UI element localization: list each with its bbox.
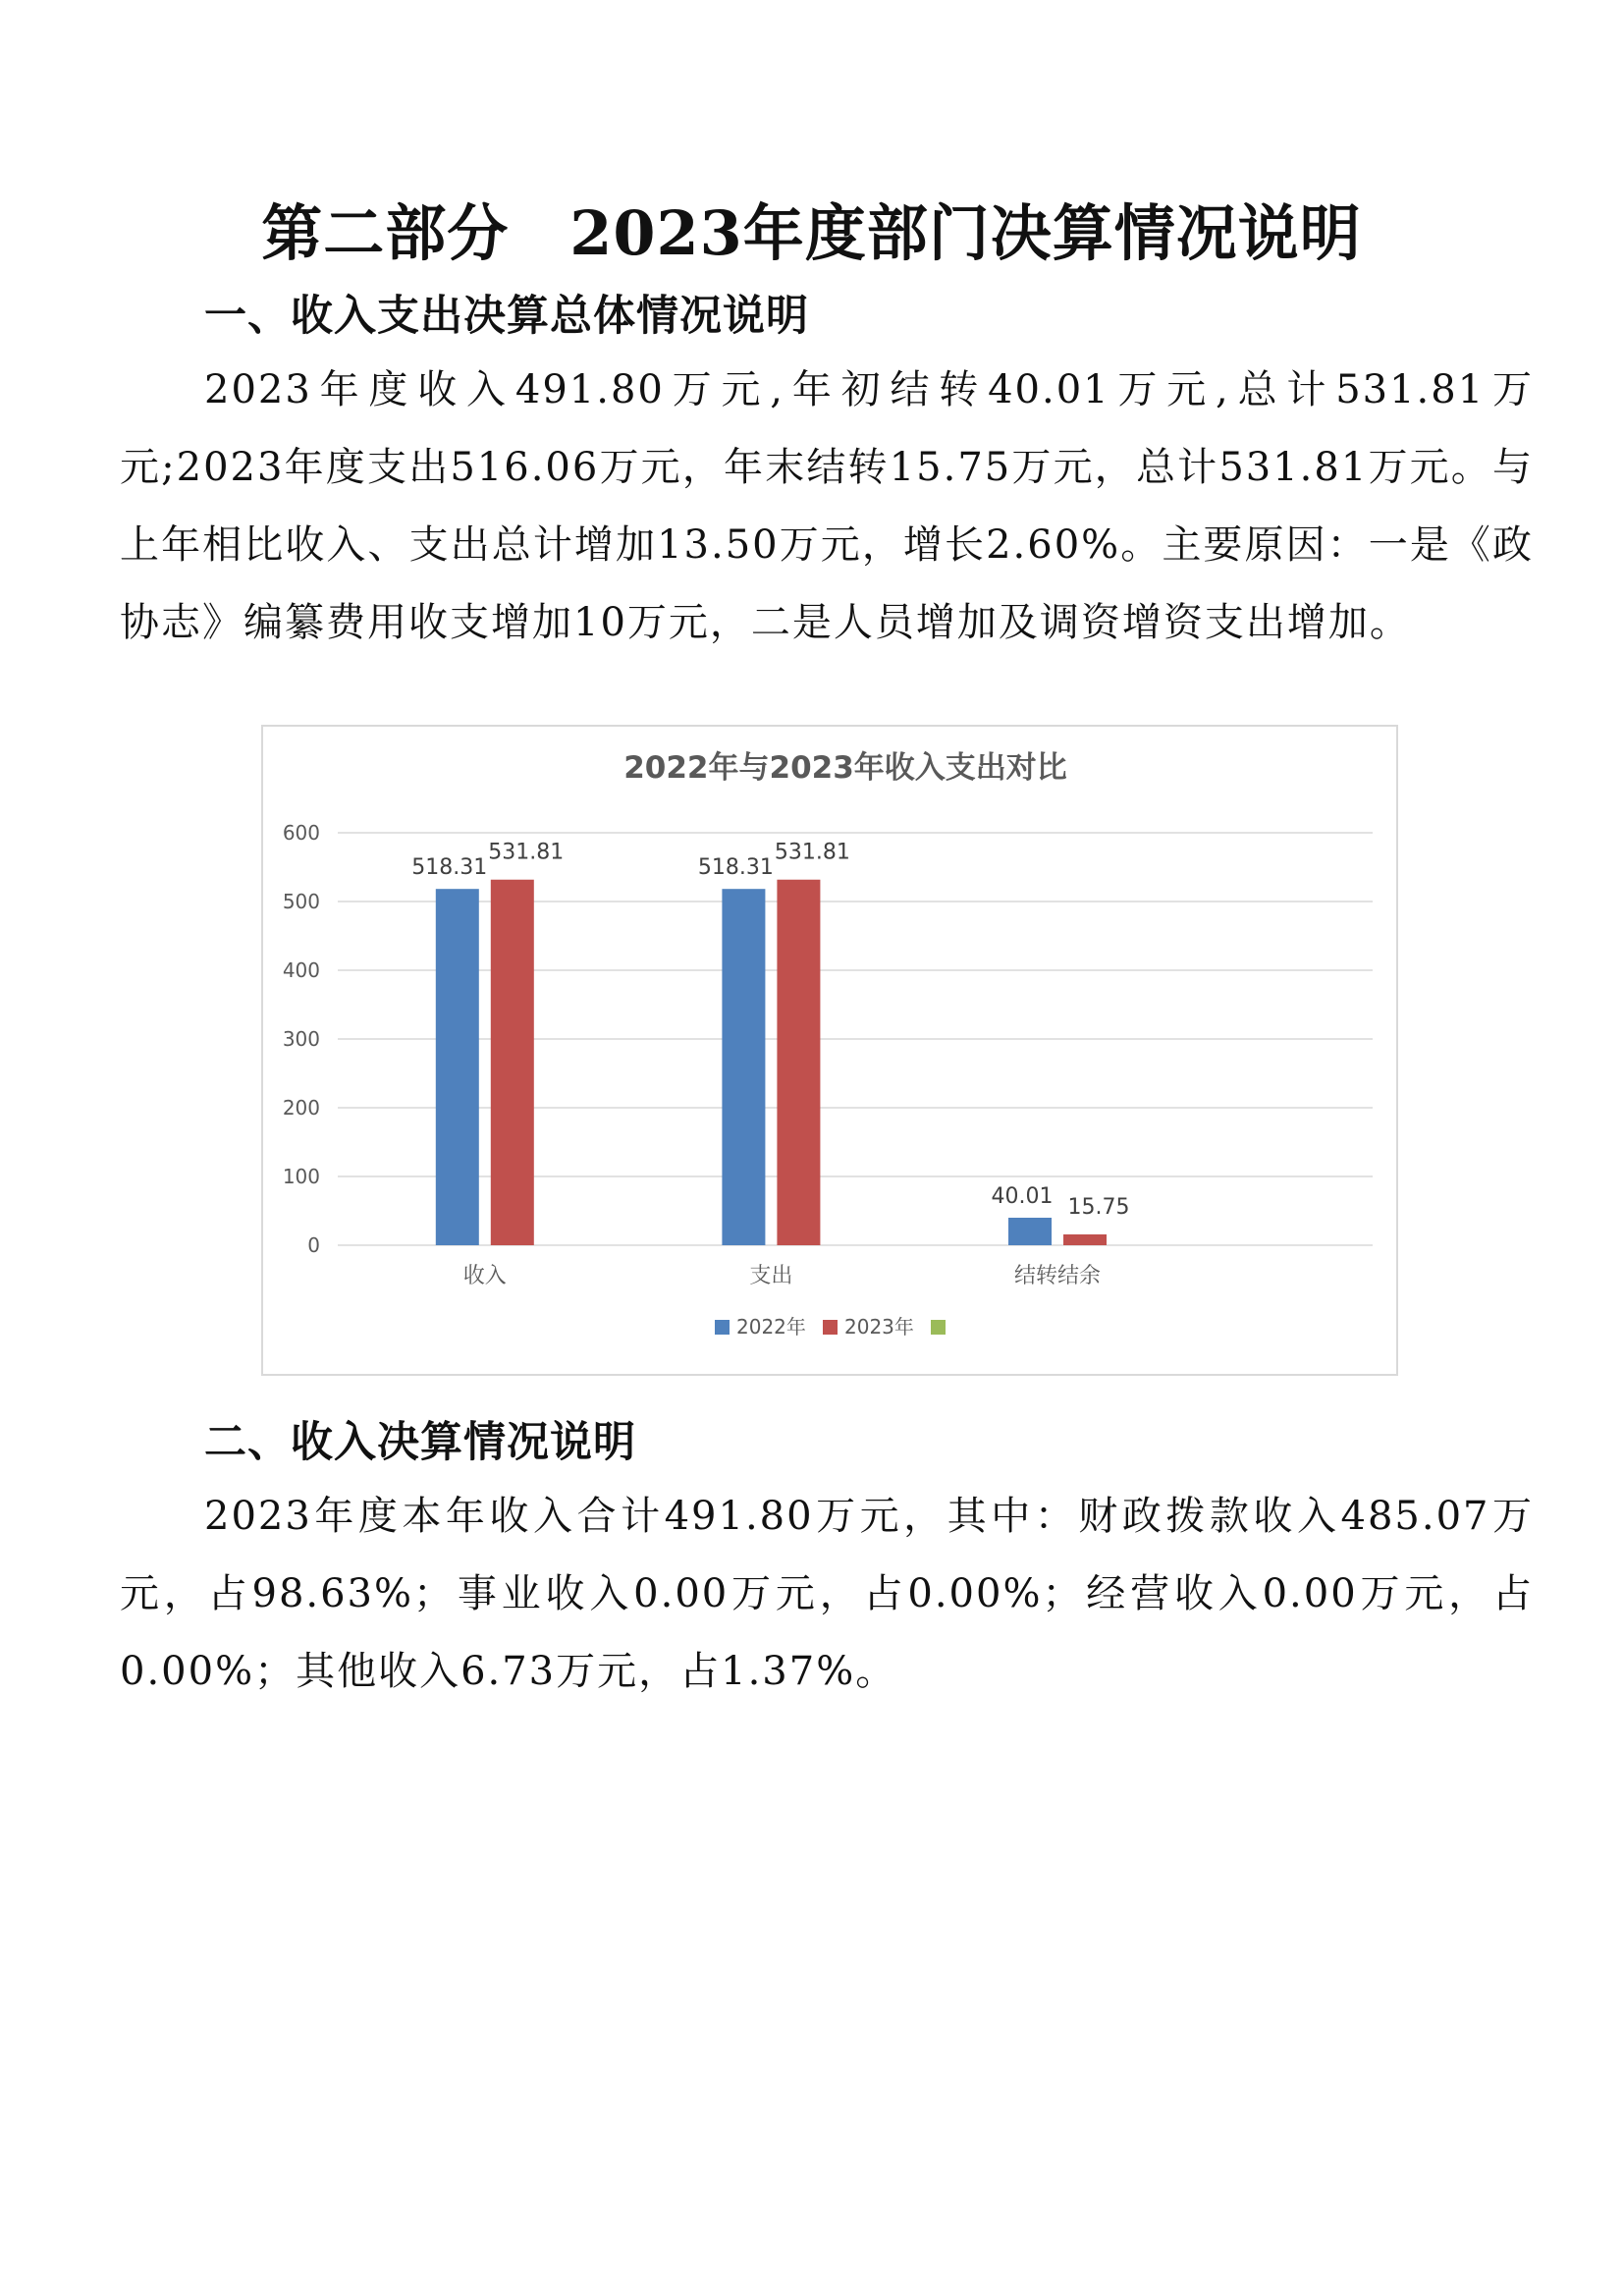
legend-swatch — [931, 1320, 946, 1335]
x-category-label: 结转结余 — [1014, 1264, 1102, 1288]
y-tick-label: 100 — [282, 1165, 320, 1188]
bar — [491, 880, 534, 1245]
y-tick-label: 0 — [307, 1233, 320, 1257]
chart-title: 2022年与2023年收入支出对比 — [623, 750, 1067, 786]
y-tick-label: 300 — [282, 1027, 320, 1051]
data-label: 531.81 — [488, 840, 565, 865]
data-label: 40.01 — [991, 1183, 1054, 1209]
legend-swatch — [715, 1320, 730, 1335]
y-tick-label: 400 — [282, 958, 320, 982]
bar — [1008, 1218, 1052, 1245]
section2-paragraph: 2023年度本年收入合计491.80万元，其中：财政拨款收入485.07万元，占98.63%；事业收入0.00万元，占0.00%；经营收入0.00万元，占0.00%；其他收入6.73万元，占1.37%。 — [120, 1494, 1534, 1694]
x-category-label: 支出 — [749, 1264, 793, 1288]
legend-label: 2022年 — [736, 1315, 806, 1339]
data-label: 518.31 — [697, 855, 774, 881]
y-tick-label: 600 — [282, 821, 320, 845]
title-part: 第二部分 — [261, 197, 510, 269]
bar — [722, 889, 765, 1245]
section2-heading: 二、收入决算情况说明 — [204, 1418, 636, 1467]
legend-swatch — [823, 1320, 838, 1335]
data-label: 531.81 — [774, 840, 850, 865]
bar — [1063, 1234, 1107, 1245]
data-label: 15.75 — [1067, 1194, 1130, 1220]
y-tick-label: 200 — [282, 1096, 320, 1120]
data-label: 518.31 — [411, 855, 488, 881]
y-tick-label: 500 — [282, 890, 320, 913]
x-category-label: 收入 — [462, 1264, 507, 1288]
bar — [777, 880, 820, 1245]
bar-chart — [263, 727, 1396, 1374]
section1-heading: 一、收入支出决算总体情况说明 — [204, 292, 809, 341]
title-main: 2023年度部门决算情况说明 — [569, 197, 1362, 269]
legend-label: 2023年 — [844, 1315, 914, 1339]
section1-paragraph: 2023年度收入491.80万元,年初结转40.01万元,总计531.81万元;2023年度支出516.06万元，年末结转15.75万元，总计531.81万元。与上年相比收入、支出总计增加13.50万元，增长2.60%。主要原因：一是《政协志》编纂费用收支增加10万元，二是人员增加及调资增资支出增加。 — [120, 367, 1534, 645]
page-title — [0, 185, 1623, 272]
bar — [436, 889, 479, 1245]
chart-container — [261, 725, 1398, 1376]
